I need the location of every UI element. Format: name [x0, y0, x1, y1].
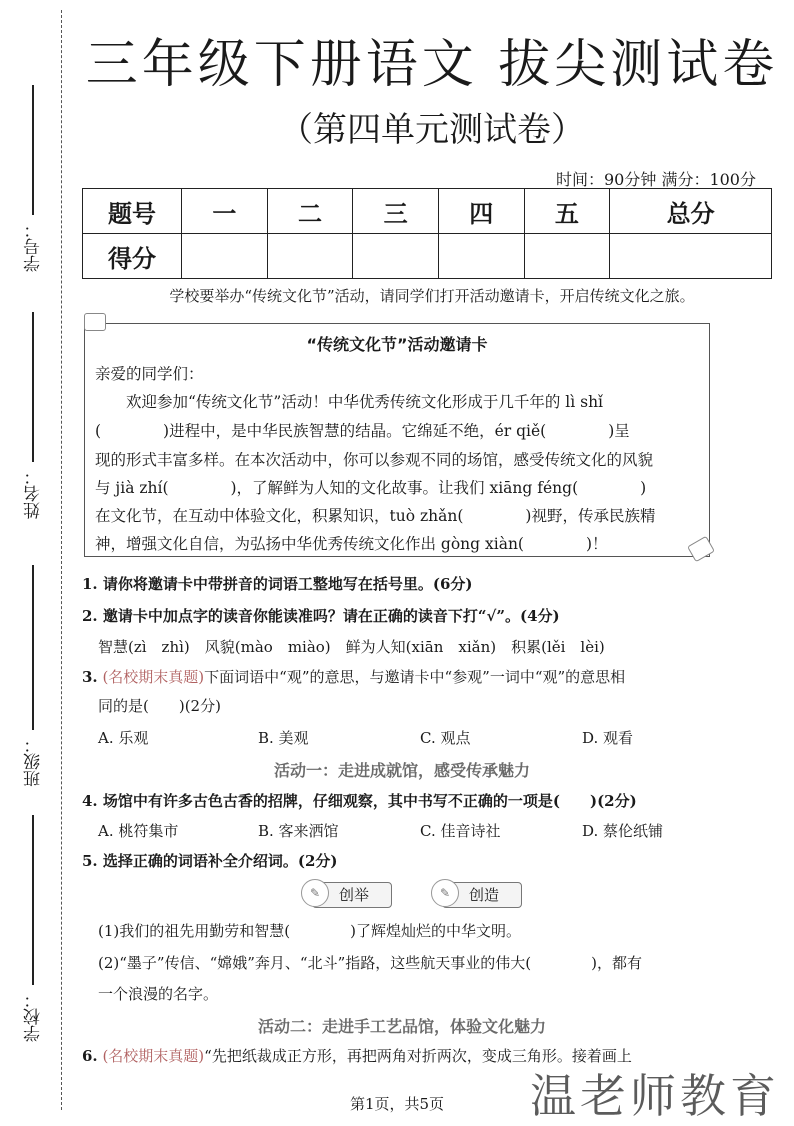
q4-option-a[interactable]: A. 桃符集市	[98, 822, 179, 840]
q4-option-c[interactable]: C. 佳音诗社	[420, 822, 501, 840]
question-3-text: 下面词语中“观”的意思，与邀请卡中“参观”一词中“观”的意思相	[204, 668, 626, 686]
question-6-text: “先把纸裁成正方形，再把两角对折两次，变成三角形。接着画上	[204, 1047, 632, 1065]
question-2-options[interactable]: 智慧(zì zhì) 风貌(mào miào) 鲜为人知(xiān xiǎn) 积累(lěi lèi)	[98, 638, 605, 656]
score-row-label: 得分	[83, 234, 182, 279]
score-table-header-row	[83, 189, 772, 234]
question-4: 4. 场馆中有许多古色古香的招牌，仔细观察，其中书写不正确的一项是( )(2分)	[82, 792, 637, 810]
watermark-text: 温老师教育	[530, 1069, 780, 1123]
word-chip-chuangju[interactable]	[309, 882, 392, 908]
envelope-icon	[84, 313, 106, 331]
q3-option-b[interactable]: B. 美观	[258, 729, 309, 747]
card-line: 神，增强文化自信，为弘扬中华优秀传统文化作出 gòng xiàn( )！	[95, 535, 608, 553]
question-3	[82, 666, 722, 687]
question-6-tag: (名校期末真题)	[102, 1047, 205, 1065]
school-field[interactable]	[8, 815, 58, 1048]
question-6-number: 6.	[82, 1047, 98, 1065]
page-footer: 第1页，共5页	[349, 1095, 445, 1113]
student-number-label: 学号：	[23, 221, 44, 272]
score-header-cell: 总分	[610, 189, 772, 234]
question-2: 2. 邀请卡中加点字的读音你能读准吗？请在正确的读音下打“√”。(4分)	[82, 607, 560, 625]
question-3-tag: (名校期末真题)	[102, 668, 205, 686]
score-header-cell: 一	[182, 189, 268, 234]
score-header-cell: 三	[353, 189, 439, 234]
question-3-text-cont: 同的是( )(2分)	[98, 697, 221, 715]
question-5-line-2: (2)“墨子”传信、“嫦娥”奔月、“北斗”指路，这些航天事业的伟大( )，都有	[98, 954, 642, 972]
page-subtitle: （第四单元测试卷）	[279, 110, 585, 150]
q4-option-d[interactable]: D. 蔡伦纸铺	[582, 822, 664, 840]
card-title: “传统文化节”活动邀请卡	[306, 335, 488, 354]
q3-option-c[interactable]: C. 观点	[420, 729, 471, 747]
word-chip-label: 创造	[469, 886, 500, 904]
score-header-cell: 二	[267, 189, 353, 234]
card-line: 欢迎参加“传统文化节”活动！中华优秀传统文化形成于几千年的 lì shǐ	[95, 393, 604, 411]
class-field[interactable]	[8, 565, 58, 793]
name-field[interactable]	[8, 312, 58, 525]
card-line: 现的形式丰富多样。在本次活动中，你可以参观不同的场馆，感受传统文化的风貌	[95, 451, 654, 469]
card-line: ( )进程中，是中华民族智慧的结晶。它绵延不绝，ér qiě( )呈	[95, 422, 630, 440]
question-1: 1. 请你将邀请卡中带拼音的词语工整地写在括号里。(6分)	[82, 575, 473, 593]
score-input-cell[interactable]	[438, 234, 524, 279]
word-chip-label: 创举	[339, 886, 370, 904]
question-3-number: 3.	[82, 668, 98, 686]
card-line: 在文化节，在互动中体验文化，积累知识，tuò zhǎn( )视野，传承民族精	[95, 507, 656, 525]
school-label: 学校：	[23, 991, 44, 1042]
score-header-cell: 题号	[83, 189, 182, 234]
score-input-cell[interactable]	[353, 234, 439, 279]
page-title: 三年级下册语文 拔尖测试卷	[85, 35, 779, 95]
score-input-cell[interactable]	[524, 234, 610, 279]
card-line: 亲爱的同学们：	[95, 365, 204, 383]
class-label: 班级：	[23, 736, 44, 787]
word-chip-chuangzao[interactable]	[439, 882, 522, 908]
score-input-cell[interactable]	[610, 234, 772, 279]
question-5-line-3: 一个浪漫的名字。	[98, 985, 219, 1003]
student-number-field[interactable]	[8, 85, 58, 278]
score-table	[82, 188, 772, 279]
q3-option-d[interactable]: D. 观看	[582, 729, 634, 747]
intro-text: 学校要举办“传统文化节”活动，请同学们打开活动邀请卡，开启传统文化之旅。	[169, 287, 695, 305]
question-5: 5. 选择正确的词语补全介绍词。(2分)	[82, 852, 338, 870]
section-activity-1: 活动一：走进成就馆，感受传承魅力	[273, 761, 530, 780]
word-card-icon: ✎	[301, 879, 329, 907]
card-line: 与 jià zhí( )，了解鲜为人知的文化故事。让我们 xiāng féng( )	[95, 479, 647, 497]
section-activity-2: 活动二：走进手工艺品馆，体验文化魅力	[257, 1017, 546, 1036]
question-5-line-1: (1)我们的祖先用勤劳和智慧( )了辉煌灿烂的中华文明。	[98, 922, 521, 940]
q3-option-a[interactable]: A. 乐观	[98, 729, 149, 747]
score-header-cell: 四	[438, 189, 524, 234]
score-header-cell: 五	[524, 189, 610, 234]
word-card-icon: ✎	[431, 879, 459, 907]
score-input-cell[interactable]	[182, 234, 268, 279]
q4-option-b[interactable]: B. 客来洒馆	[258, 822, 339, 840]
time-info: 时间：90分钟 满分：100分	[556, 170, 756, 189]
score-table-score-row	[83, 234, 772, 279]
binding-dashed-line	[61, 10, 62, 1110]
name-label: 姓名：	[23, 468, 44, 519]
score-input-cell[interactable]	[267, 234, 353, 279]
